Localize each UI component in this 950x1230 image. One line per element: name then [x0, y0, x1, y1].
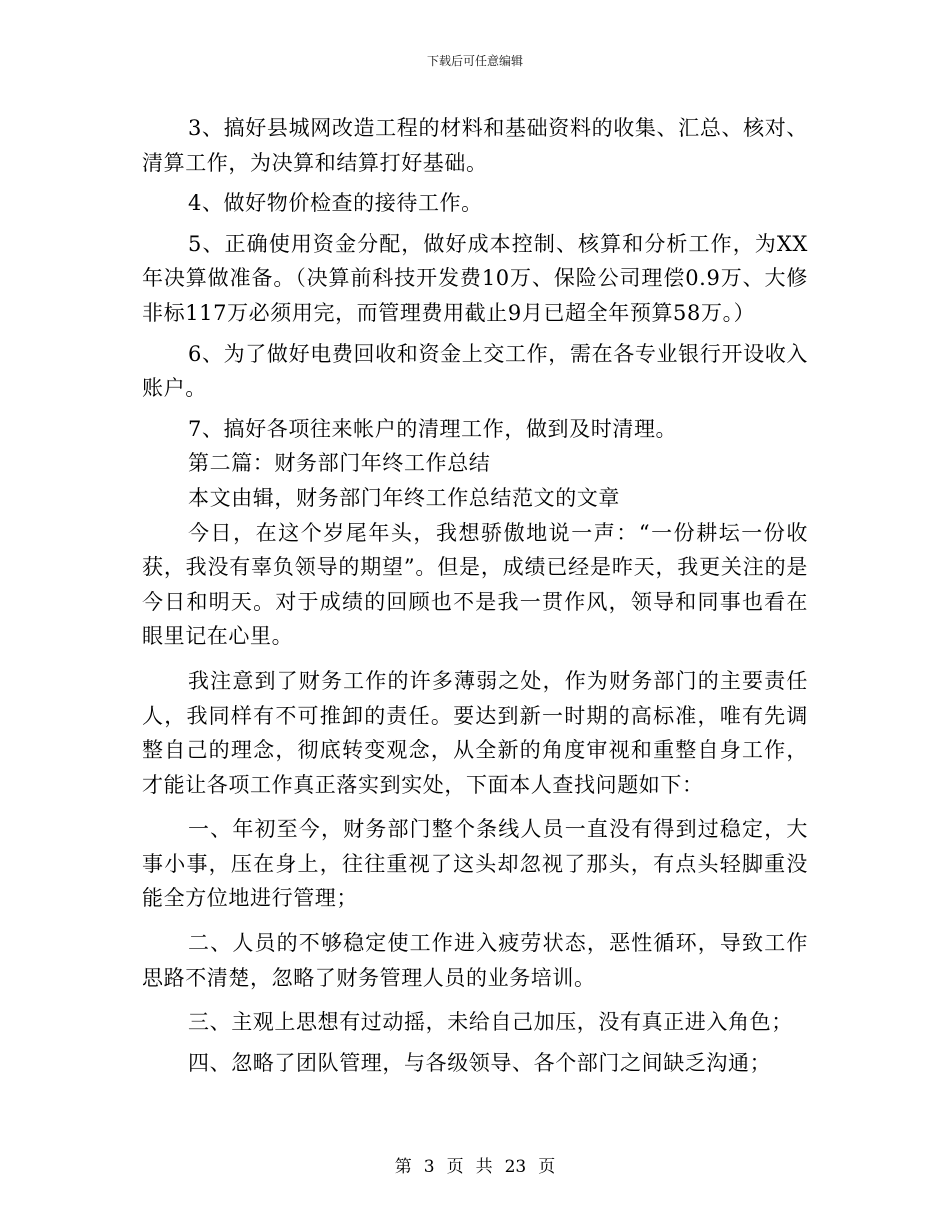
document-body [142, 111, 808, 1080]
paragraph: 4、做好物价检查的接待工作。 [188, 191, 483, 216]
footer-label-unit-end: 页 [538, 1157, 556, 1177]
paragraph: 今日，在这个岁尾年头，我想骄傲地说一声：“一份耕坛一份收获，我没有辜负领导的期望”。但是，成绩已经是昨天，我更关注的是今日和明天。对于成绩的回顾也不是我一贯作风，领导和同事也看在眼里记在心里。 [142, 520, 808, 649]
paragraph: 7、搞好各项往来帐户的清理工作，做到及时清理。 [188, 416, 678, 441]
footer-label-page: 第 [394, 1157, 412, 1177]
paragraph: 我注意到了财务工作的许多薄弱之处，作为财务部门的主要责任人，我同样有不可推卸的责任。要达到新一时期的高标准，唯有先调整自己的理念，彻底转变观念，从全新的角度审视和重整自身工作，才能让各项工作真正落实到实处，下面本人查找问题如下： [142, 668, 808, 797]
current-page-number: 3 [423, 1157, 435, 1177]
paragraph: 三、主观上思想有过动摇，未给自己加压，没有真正进入角色； [188, 1010, 793, 1035]
paragraph: 一、年初至今，财务部门整个条线人员一直没有得到过稳定，大事小事，压在身上，往往重视了这头却忽视了那头，有点头轻脚重没能全方位地进行管理； [142, 817, 808, 911]
paragraph: 四、忽略了团队管理，与各级领导、各个部门之间缺乏沟通； [188, 1050, 772, 1075]
paragraph: 本文由辑，财务部门年终工作总结范文的文章 [188, 485, 620, 510]
paragraph: 二、人员的不够稳定使工作进入疲劳状态，恶性循环，导致工作思路不清楚，忽略了财务管理人员的业务培训。 [142, 931, 808, 990]
total-page-count: 23 [504, 1157, 527, 1177]
footer-label-total: 共 [475, 1157, 493, 1177]
paragraph: 3、搞好县城网改造工程的材料和基础资料的收集、汇总、核对、清算工作，为决算和结算打好基础。 [142, 116, 808, 175]
footer-label-unit: 页 [446, 1157, 464, 1177]
header-note: 下载后可任意编辑 [426, 54, 523, 68]
page-footer [0, 1156, 950, 1178]
paragraph: 6、为了做好电费回收和资金上交工作，需在各专业银行开设收入账户。 [142, 341, 808, 401]
paragraph: 5、正确使用资金分配，做好成本控制、核算和分析工作，为XX年决算做准备。（决算前科技开发费10万、保险公司理偿0.9万、大修非标117万必须用完，而管理费用截止9月已超全年预算58万。） [142, 231, 808, 325]
section-heading: 第二篇：财务部门年终工作总结 [188, 451, 491, 476]
